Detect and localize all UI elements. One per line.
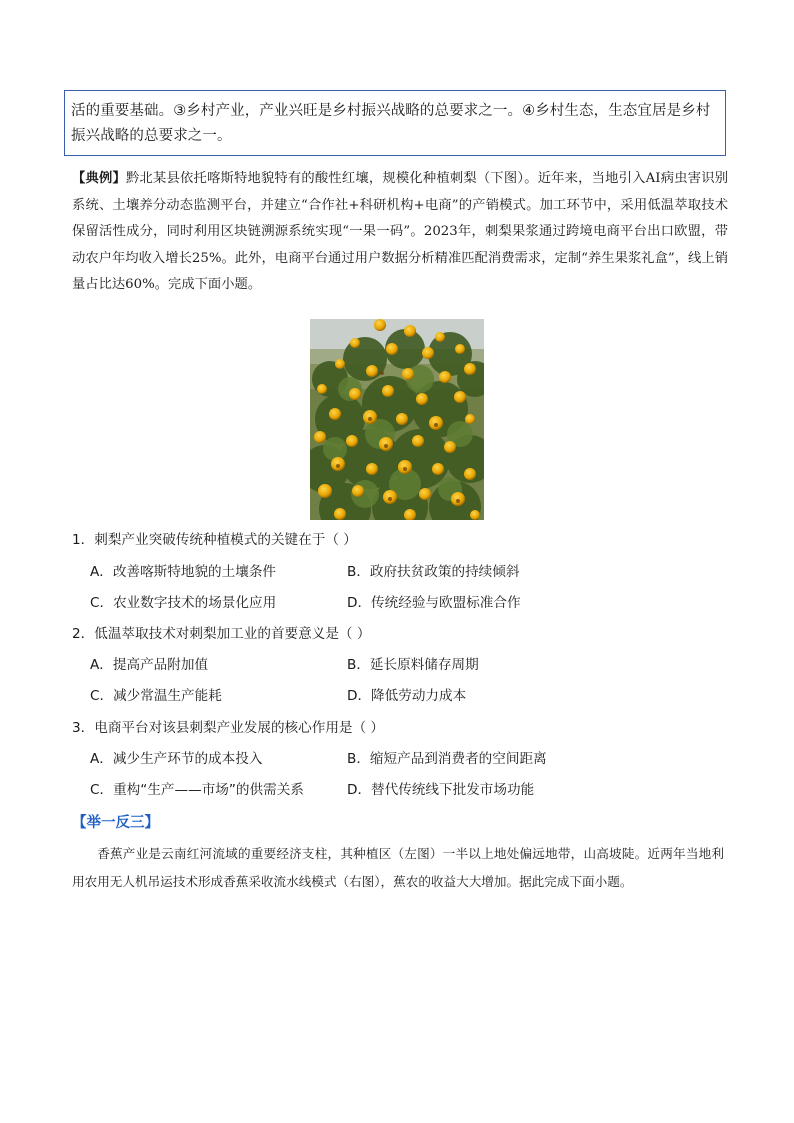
question-2-option-d: D．降低劳动力成本 xyxy=(347,688,467,704)
question-1-option-a: A．改善喀斯特地貌的土壤条件 xyxy=(90,564,277,580)
example-tag: 【典例】 xyxy=(72,171,126,186)
question-2-option-b: B．延长原料储存周期 xyxy=(347,657,479,673)
intro-text-box xyxy=(64,90,726,156)
question-3-option-a: A．减少生产环节的成本投入 xyxy=(90,751,263,767)
question-2-option-c: C．减少常温生产能耗 xyxy=(90,688,222,704)
question-1-option-d: D．传统经验与欧盟标准合作 xyxy=(347,595,521,611)
question-3-option-c: C．重构“生产——市场”的供需关系 xyxy=(90,782,304,798)
roxburgh-rose-photo xyxy=(310,319,484,520)
question-3-option-b: B．缩短产品到消费者的空间距离 xyxy=(347,751,547,767)
question-2-option-a: A．提高产品附加值 xyxy=(90,657,209,673)
section-paragraph: 香蕉产业是云南红河流域的重要经济支柱，其种植区（左图）一半以上地处偏远地带，山高坡陡。近两年当地利用农用无人机吊运技术形成香蕉采收流水线模式（右图），蕉农的收益大大增加。据此完成下面小题。 xyxy=(72,846,724,889)
question-3-stem: 3．电商平台对该县刺梨产业发展的核心作用是（ ） xyxy=(72,720,385,736)
fruit-bush-illustration xyxy=(310,319,484,520)
question-3-option-d: D．替代传统线下批发市场功能 xyxy=(347,782,535,798)
question-1-option-b: B．政府扶贫政策的持续倾斜 xyxy=(347,564,520,580)
example-body: 黔北某县依托喀斯特地貌特有的酸性红壤，规模化种植刺梨（下图）。近年来，当地引入AI病虫害识别系统、土壤养分动态监测平台，并建立“合作社+科研机构+电商”的产销模式。加工环节中，采用低温萃取技术保留活性成分，同时利用区块链溯源系统实现“一果一码”。2023年，刺梨果浆通过跨境电商平台出口欧盟，带动农户年均收入增长25%。此外，电商平台通过用户数据分析精准匹配消费需求，定制“养生果浆礼盒”，线上销量占比达60%。完成下面小题。 xyxy=(72,171,728,292)
example-paragraph xyxy=(72,166,728,299)
question-1-stem: 1．刺梨产业突破传统种植模式的关键在于（ ） xyxy=(72,532,357,548)
intro-text: 活的重要基础。③乡村产业，产业兴旺是乡村振兴战略的总要求之一。④乡村生态，生态宜居是乡村振兴战略的总要求之一。 xyxy=(71,103,711,144)
question-1-option-c: C．农业数字技术的场景化应用 xyxy=(90,595,277,611)
section-title-extension: 【举一反三】 xyxy=(72,815,159,831)
question-2-stem: 2．低温萃取技术对刺梨加工业的首要意义是（ ） xyxy=(72,626,371,642)
